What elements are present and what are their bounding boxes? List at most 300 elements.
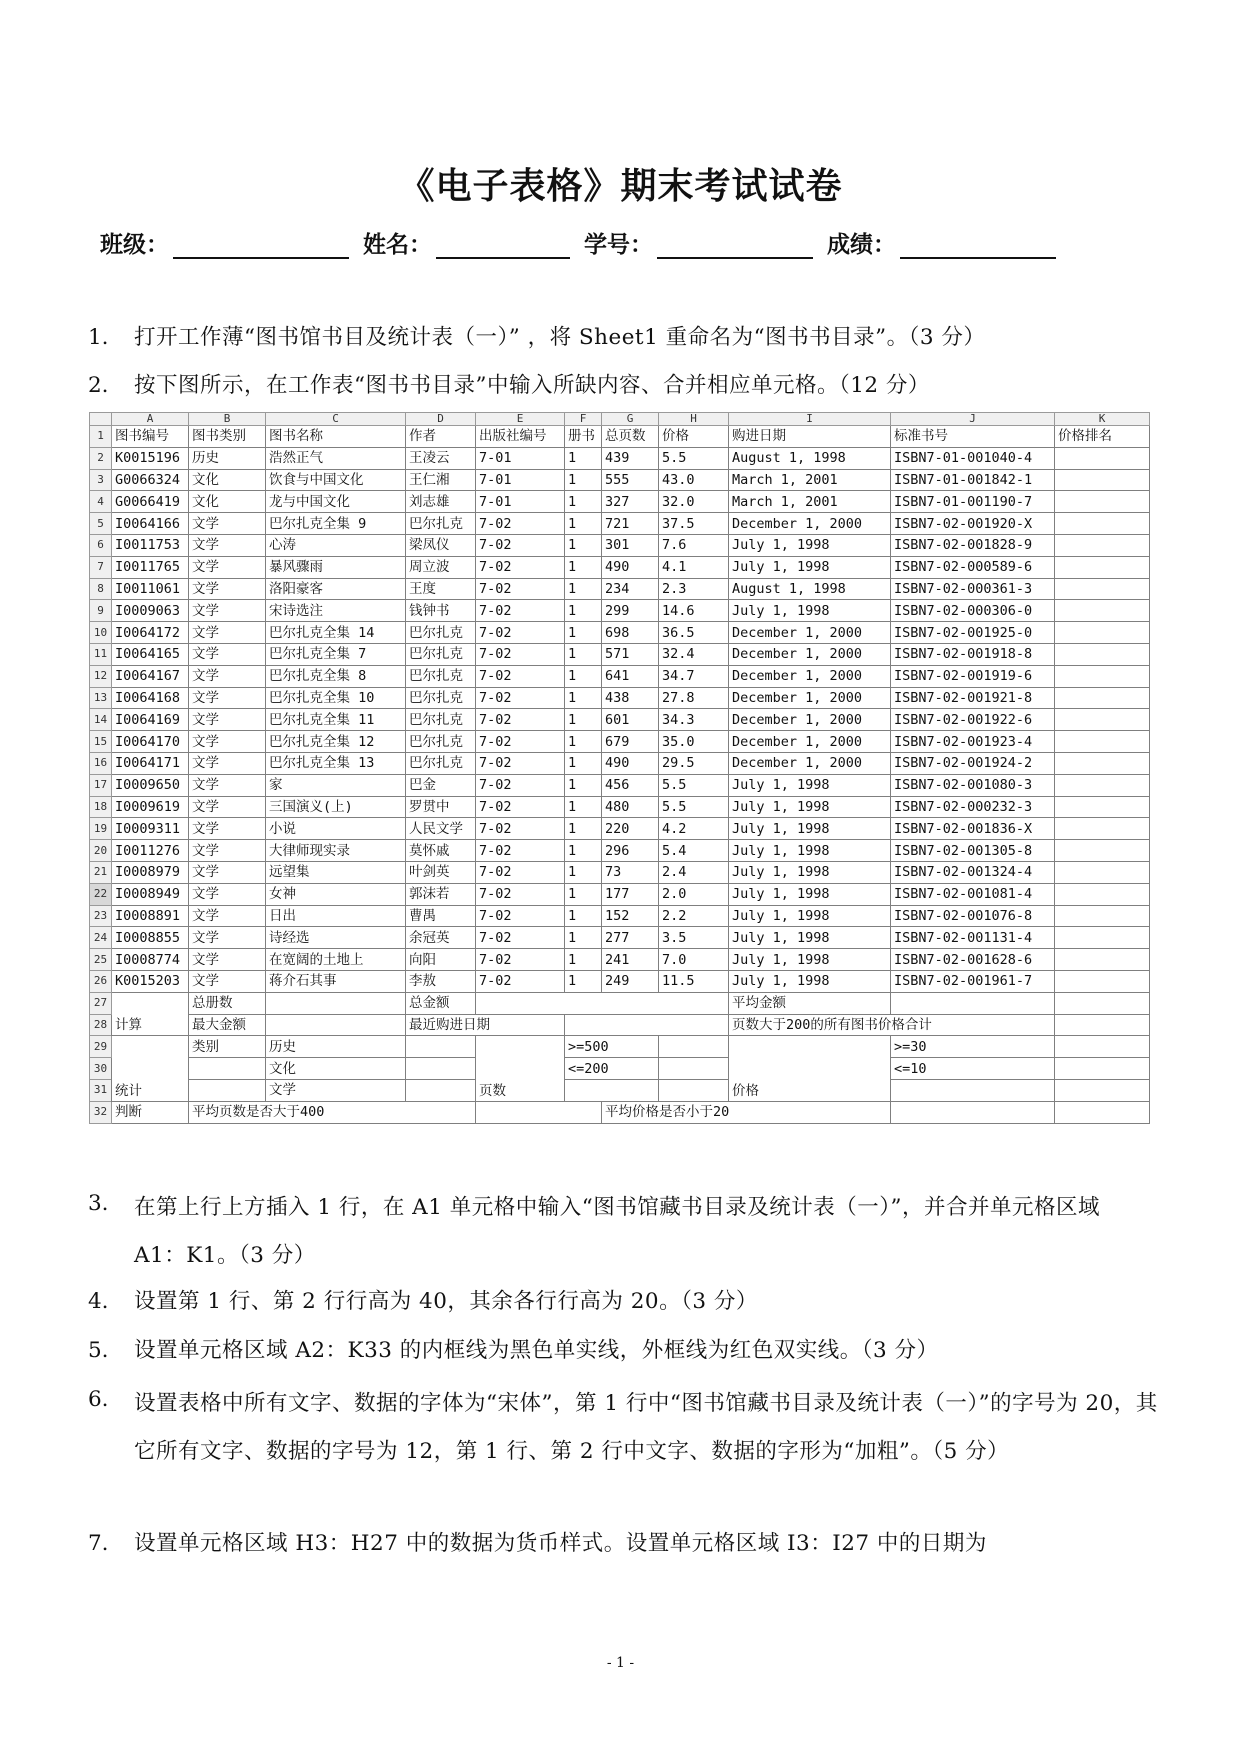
sheet-cell[interactable] [1055,513,1150,535]
sheet-cell[interactable] [1055,687,1150,709]
sheet-cell[interactable]: 7-02 [476,970,565,992]
sheet-cell[interactable]: 296 [602,840,659,862]
sheet-cell[interactable]: 李敖 [406,970,476,992]
row-header[interactable]: 32 [90,1101,112,1123]
sheet-cell[interactable]: July 1, 1998 [729,905,891,927]
sheet-cell[interactable]: 152 [602,905,659,927]
header-cell[interactable]: 册书 [565,426,602,448]
sheet-cell[interactable]: 7-02 [476,752,565,774]
avg-price-question[interactable]: 平均价格是否小于20 [602,1101,891,1123]
sheet-cell[interactable]: 巴尔扎克全集 10 [266,687,406,709]
row-header[interactable]: 9 [90,600,112,622]
sheet-cell[interactable]: 文学 [189,796,266,818]
sheet-cell[interactable]: ISBN7-02-001131-4 [891,927,1055,949]
sheet-cell[interactable] [659,1058,729,1080]
sheet-cell[interactable]: I0009619 [112,796,189,818]
calc-label[interactable]: 计算 [112,992,189,1036]
sheet-cell[interactable]: 1 [565,513,602,535]
sheet-cell[interactable]: 34.3 [659,709,729,731]
sheet-cell[interactable]: 249 [602,970,659,992]
sheet-cell[interactable]: 1 [565,665,602,687]
row-header[interactable]: 26 [90,970,112,992]
sheet-cell[interactable] [659,1079,729,1101]
sheet-cell[interactable]: ISBN7-02-000306-0 [891,600,1055,622]
row-header[interactable]: 22 [90,883,112,905]
sheet-cell[interactable]: 7-02 [476,709,565,731]
sheet-cell[interactable]: 王仁湘 [406,469,476,491]
sheet-cell[interactable]: ISBN7-02-000361-3 [891,578,1055,600]
sheet-cell[interactable]: 641 [602,665,659,687]
sheet-cell[interactable]: I0008979 [112,861,189,883]
header-cell[interactable]: 出版社编号 [476,426,565,448]
sheet-cell[interactable]: 1 [565,949,602,971]
sheet-cell[interactable]: 234 [602,578,659,600]
price-sum-label[interactable]: 页数大于200的所有图书价格合计 [729,1014,1055,1036]
sheet-cell[interactable]: 暴风骤雨 [266,556,406,578]
sheet-cell[interactable]: 巴尔扎克全集 7 [266,643,406,665]
sheet-cell[interactable] [1055,534,1150,556]
sheet-cell[interactable]: 73 [602,861,659,883]
sheet-cell[interactable]: 439 [602,447,659,469]
sheet-cell[interactable]: 7-02 [476,643,565,665]
sheet-cell[interactable]: December 1, 2000 [729,687,891,709]
row-header[interactable]: 11 [90,643,112,665]
sheet-cell[interactable]: I0064165 [112,643,189,665]
sheet-cell[interactable]: 王凌云 [406,447,476,469]
sheet-cell[interactable]: I0064166 [112,513,189,535]
literature-label[interactable]: 文学 [266,1079,406,1101]
row-header[interactable]: 31 [90,1079,112,1101]
sheet-cell[interactable]: 5.5 [659,774,729,796]
sheet-cell[interactable]: July 1, 1998 [729,556,891,578]
sheet-cell[interactable]: I0011061 [112,578,189,600]
row-header[interactable]: 30 [90,1058,112,1080]
sheet-cell[interactable] [1055,905,1150,927]
sheet-cell[interactable]: 1 [565,861,602,883]
sheet-cell[interactable]: 文学 [189,883,266,905]
sheet-cell[interactable]: 大律师现实录 [266,840,406,862]
sheet-cell[interactable]: 571 [602,643,659,665]
header-cell[interactable]: 作者 [406,426,476,448]
sheet-cell[interactable]: 7-02 [476,818,565,840]
sheet-cell[interactable]: 文学 [189,905,266,927]
sheet-cell[interactable] [1055,752,1150,774]
total-amount-label[interactable]: 总金额 [406,992,476,1014]
sheet-cell[interactable]: August 1, 1998 [729,578,891,600]
sheet-cell[interactable]: 文学 [189,643,266,665]
sheet-cell[interactable]: 7-02 [476,949,565,971]
sheet-cell[interactable]: December 1, 2000 [729,513,891,535]
sheet-cell[interactable]: 7.0 [659,949,729,971]
sheet-cell[interactable]: 三国演义(上) [266,796,406,818]
sheet-cell[interactable]: I0011276 [112,840,189,862]
sheet-cell[interactable]: 文学 [189,665,266,687]
sheet-cell[interactable]: 文学 [189,687,266,709]
sheet-cell[interactable]: 7-02 [476,687,565,709]
sheet-cell[interactable]: 721 [602,513,659,535]
max-amount-label[interactable]: 最大金额 [189,1014,266,1036]
row-header[interactable]: 10 [90,622,112,644]
sheet-cell[interactable]: G0066324 [112,469,189,491]
sheet-cell[interactable]: 299 [602,600,659,622]
sheet-cell[interactable]: 罗贯中 [406,796,476,818]
sheet-cell[interactable]: 1 [565,687,602,709]
sheet-cell[interactable] [1055,861,1150,883]
sheet-cell[interactable]: 27.8 [659,687,729,709]
sheet-cell[interactable]: I0064170 [112,731,189,753]
sheet-cell[interactable]: ISBN7-02-001922-6 [891,709,1055,731]
sheet-cell[interactable]: ISBN7-02-000589-6 [891,556,1055,578]
sheet-cell[interactable]: ISBN7-02-001925-0 [891,622,1055,644]
sheet-cell[interactable] [1055,491,1150,513]
sheet-cell[interactable]: 余冠英 [406,927,476,949]
sheet-cell[interactable]: 巴尔扎克全集 9 [266,513,406,535]
sheet-cell[interactable]: 2.2 [659,905,729,927]
sheet-cell[interactable]: July 1, 1998 [729,796,891,818]
sheet-cell[interactable]: 241 [602,949,659,971]
total-volumes-label[interactable]: 总册数 [189,992,266,1014]
row-header[interactable]: 1 [90,426,112,448]
sheet-cell[interactable]: 1 [565,905,602,927]
sheet-cell[interactable]: 文学 [189,818,266,840]
sheet-cell[interactable]: 文学 [189,600,266,622]
sheet-cell[interactable]: 龙与中国文化 [266,491,406,513]
row-header[interactable]: 2 [90,447,112,469]
sheet-cell[interactable]: 37.5 [659,513,729,535]
sheet-cell[interactable]: ISBN7-02-001080-3 [891,774,1055,796]
sheet-cell[interactable] [1055,1079,1150,1101]
sheet-cell[interactable]: 王度 [406,578,476,600]
column-header[interactable]: F [565,413,602,426]
row-header[interactable]: 18 [90,796,112,818]
sheet-cell[interactable] [476,992,729,1014]
sheet-cell[interactable]: 7-02 [476,927,565,949]
row-header[interactable]: 5 [90,513,112,535]
row-header[interactable]: 24 [90,927,112,949]
sheet-cell[interactable]: 诗经选 [266,927,406,949]
sheet-cell[interactable] [406,1036,476,1058]
sheet-cell[interactable] [189,1058,266,1080]
column-header[interactable]: A [112,413,189,426]
sheet-cell[interactable]: March 1, 2001 [729,469,891,491]
sheet-cell[interactable]: July 1, 1998 [729,534,891,556]
column-header[interactable]: I [729,413,891,426]
sheet-cell[interactable]: 7-01 [476,447,565,469]
sheet-cell[interactable]: 5.5 [659,796,729,818]
sheet-cell[interactable] [1055,665,1150,687]
sheet-cell[interactable]: 679 [602,731,659,753]
sheet-cell[interactable]: G0066419 [112,491,189,513]
row-header[interactable]: 4 [90,491,112,513]
sheet-cell[interactable] [1055,469,1150,491]
sheet-cell[interactable]: 490 [602,752,659,774]
sheet-cell[interactable]: 7-02 [476,731,565,753]
sheet-cell[interactable]: 7-02 [476,578,565,600]
column-header[interactable]: B [189,413,266,426]
sheet-cell[interactable]: 巴尔扎克全集 12 [266,731,406,753]
sheet-cell[interactable] [1055,949,1150,971]
row-header[interactable]: 16 [90,752,112,774]
sheet-cell[interactable]: 7-02 [476,600,565,622]
sheet-cell[interactable] [659,1036,729,1058]
sheet-cell[interactable]: 1 [565,447,602,469]
sheet-cell[interactable]: 2.3 [659,578,729,600]
sheet-cell[interactable]: 刘志雄 [406,491,476,513]
sheet-cell[interactable]: 4.2 [659,818,729,840]
sheet-cell[interactable]: 7-02 [476,861,565,883]
sheet-cell[interactable]: 480 [602,796,659,818]
sheet-cell[interactable] [891,1079,1055,1101]
sheet-cell[interactable]: 7-02 [476,840,565,862]
sheet-cell[interactable]: 文学 [189,970,266,992]
row-header[interactable]: 17 [90,774,112,796]
sheet-cell[interactable]: 文学 [189,861,266,883]
column-header[interactable]: E [476,413,565,426]
sheet-cell[interactable]: July 1, 1998 [729,774,891,796]
sheet-cell[interactable] [1055,818,1150,840]
le10-label[interactable]: <=10 [891,1058,1055,1080]
sheet-cell[interactable]: 555 [602,469,659,491]
column-header[interactable]: G [602,413,659,426]
sheet-cell[interactable]: July 1, 1998 [729,600,891,622]
le200-label[interactable]: <=200 [565,1058,659,1080]
sheet-cell[interactable]: I0064167 [112,665,189,687]
header-cell[interactable]: 总页数 [602,426,659,448]
sheet-cell[interactable]: 7-01 [476,469,565,491]
pages-label[interactable]: 页数 [476,1036,565,1101]
sheet-cell[interactable]: 2.0 [659,883,729,905]
row-header[interactable]: 20 [90,840,112,862]
row-header[interactable]: 14 [90,709,112,731]
sheet-cell[interactable] [891,992,1055,1014]
sheet-cell[interactable]: ISBN7-01-001842-1 [891,469,1055,491]
sheet-cell[interactable] [406,1079,476,1101]
sheet-cell[interactable]: 11.5 [659,970,729,992]
sheet-cell[interactable]: I0064172 [112,622,189,644]
sheet-cell[interactable]: 叶剑英 [406,861,476,883]
sheet-cell[interactable] [1055,927,1150,949]
category-label[interactable]: 类别 [189,1036,266,1058]
sheet-cell[interactable]: ISBN7-02-001921-8 [891,687,1055,709]
avg-pages-question[interactable]: 平均页数是否大于400 [189,1101,476,1123]
sheet-cell[interactable]: 301 [602,534,659,556]
sheet-cell[interactable]: 文学 [189,752,266,774]
sheet-cell[interactable]: July 1, 1998 [729,840,891,862]
sheet-cell[interactable]: 巴尔扎克 [406,513,476,535]
sheet-cell[interactable]: I0064168 [112,687,189,709]
column-header[interactable]: C [266,413,406,426]
sheet-cell[interactable] [1055,774,1150,796]
sheet-cell[interactable]: 1 [565,643,602,665]
sheet-cell[interactable]: ISBN7-02-001836-X [891,818,1055,840]
sheet-cell[interactable] [1055,883,1150,905]
sheet-cell[interactable]: 1 [565,600,602,622]
sheet-cell[interactable]: 女神 [266,883,406,905]
sheet-cell[interactable]: ISBN7-02-001919-6 [891,665,1055,687]
sheet-cell[interactable]: 32.4 [659,643,729,665]
sheet-cell[interactable] [1055,556,1150,578]
sheet-cell[interactable]: I0011765 [112,556,189,578]
sheet-cell[interactable]: 小说 [266,818,406,840]
sheet-cell[interactable]: March 1, 2001 [729,491,891,513]
sheet-cell[interactable] [1055,970,1150,992]
sheet-cell[interactable]: 文化 [189,469,266,491]
sheet-cell[interactable] [1055,709,1150,731]
sheet-cell[interactable]: December 1, 2000 [729,643,891,665]
sheet-cell[interactable]: ISBN7-02-001081-4 [891,883,1055,905]
sheet-cell[interactable]: ISBN7-02-001828-9 [891,534,1055,556]
sheet-cell[interactable]: 7-01 [476,491,565,513]
sheet-cell[interactable]: I0008855 [112,927,189,949]
sheet-cell[interactable]: 7-02 [476,622,565,644]
sheet-cell[interactable] [266,992,406,1014]
sheet-cell[interactable]: 巴尔扎克全集 11 [266,709,406,731]
sheet-cell[interactable]: 7.6 [659,534,729,556]
sheet-cell[interactable] [1055,1036,1150,1058]
sheet-cell[interactable]: 2.4 [659,861,729,883]
sheet-cell[interactable]: 历史 [189,447,266,469]
row-header[interactable]: 29 [90,1036,112,1058]
sheet-cell[interactable]: 1 [565,818,602,840]
sheet-cell[interactable] [1055,600,1150,622]
sheet-cell[interactable]: ISBN7-02-001961-7 [891,970,1055,992]
sheet-cell[interactable]: 文学 [189,949,266,971]
sheet-cell[interactable]: 1 [565,709,602,731]
sheet-cell[interactable]: 1 [565,840,602,862]
sheet-cell[interactable]: 698 [602,622,659,644]
sheet-cell[interactable]: ISBN7-02-001920-X [891,513,1055,535]
sheet-cell[interactable]: 29.5 [659,752,729,774]
sheet-cell[interactable]: 梁凤仪 [406,534,476,556]
sheet-cell[interactable]: 巴尔扎克 [406,709,476,731]
sheet-cell[interactable]: K0015196 [112,447,189,469]
sheet-cell[interactable]: 文学 [189,709,266,731]
sheet-cell[interactable]: 洛阳豪客 [266,578,406,600]
sheet-cell[interactable]: 饮食与中国文化 [266,469,406,491]
sheet-cell[interactable] [266,1014,406,1036]
row-header[interactable]: 6 [90,534,112,556]
sheet-cell[interactable]: 1 [565,469,602,491]
history-label[interactable]: 历史 [266,1036,406,1058]
sheet-cell[interactable]: 1 [565,752,602,774]
row-header[interactable]: 21 [90,861,112,883]
sheet-cell[interactable]: 34.7 [659,665,729,687]
sheet-cell[interactable]: ISBN7-02-001924-2 [891,752,1055,774]
sheet-cell[interactable]: July 1, 1998 [729,927,891,949]
sheet-cell[interactable]: 43.0 [659,469,729,491]
sheet-cell[interactable] [565,1079,659,1101]
sheet-cell[interactable]: July 1, 1998 [729,818,891,840]
row-header[interactable]: 19 [90,818,112,840]
sheet-cell[interactable] [1055,992,1150,1014]
sheet-cell[interactable]: 1 [565,556,602,578]
sheet-cell[interactable]: 在宽阔的土地上 [266,949,406,971]
sheet-cell[interactable]: 文学 [189,622,266,644]
sheet-cell[interactable]: 7-02 [476,796,565,818]
sheet-cell[interactable]: July 1, 1998 [729,970,891,992]
sheet-cell[interactable]: 巴尔扎克 [406,752,476,774]
sheet-cell[interactable] [891,1101,1055,1123]
sheet-cell[interactable]: 177 [602,883,659,905]
sheet-cell[interactable]: 7-02 [476,513,565,535]
sheet-cell[interactable]: 1 [565,796,602,818]
sheet-cell[interactable]: 1 [565,491,602,513]
sheet-cell[interactable]: 文学 [189,534,266,556]
avg-amount-label[interactable]: 平均金额 [729,992,891,1014]
latest-date-label[interactable]: 最近购进日期 [406,1014,565,1036]
column-header[interactable]: K [1055,413,1150,426]
row-header[interactable]: 27 [90,992,112,1014]
sheet-cell[interactable]: 文学 [189,731,266,753]
sheet-cell[interactable] [1055,731,1150,753]
header-cell[interactable]: 价格 [659,426,729,448]
sheet-cell[interactable]: 人民文学 [406,818,476,840]
sheet-cell[interactable]: December 1, 2000 [729,731,891,753]
sheet-cell[interactable] [476,1101,602,1123]
sheet-cell[interactable]: 巴尔扎克 [406,643,476,665]
sheet-cell[interactable]: 3.5 [659,927,729,949]
sheet-cell[interactable]: 钱钟书 [406,600,476,622]
sheet-cell[interactable]: 327 [602,491,659,513]
sheet-cell[interactable] [1055,622,1150,644]
sheet-cell[interactable]: 巴尔扎克全集 13 [266,752,406,774]
sheet-cell[interactable]: I0008891 [112,905,189,927]
sheet-cell[interactable]: 文化 [189,491,266,513]
header-cell[interactable]: 购进日期 [729,426,891,448]
sheet-cell[interactable]: 456 [602,774,659,796]
sheet-cell[interactable]: 心涛 [266,534,406,556]
row-header[interactable]: 13 [90,687,112,709]
sheet-cell[interactable]: 7-02 [476,883,565,905]
sheet-cell[interactable]: I0011753 [112,534,189,556]
sheet-cell[interactable]: 1 [565,883,602,905]
sheet-corner[interactable] [90,413,112,426]
sheet-cell[interactable]: 490 [602,556,659,578]
row-header[interactable]: 15 [90,731,112,753]
sheet-cell[interactable]: 1 [565,927,602,949]
stats-label[interactable]: 统计 [112,1036,189,1101]
sheet-cell[interactable]: I0064171 [112,752,189,774]
sheet-cell[interactable]: December 1, 2000 [729,752,891,774]
sheet-cell[interactable]: 巴金 [406,774,476,796]
sheet-cell[interactable]: 周立波 [406,556,476,578]
sheet-cell[interactable]: I0008774 [112,949,189,971]
row-header[interactable]: 23 [90,905,112,927]
sheet-cell[interactable]: 文学 [189,556,266,578]
sheet-cell[interactable]: 巴尔扎克 [406,622,476,644]
sheet-cell[interactable]: 蒋介石其事 [266,970,406,992]
sheet-cell[interactable]: 5.4 [659,840,729,862]
sheet-cell[interactable]: I0064169 [112,709,189,731]
sheet-cell[interactable]: 32.0 [659,491,729,513]
sheet-cell[interactable]: 曹禺 [406,905,476,927]
sheet-cell[interactable]: ISBN7-01-001040-4 [891,447,1055,469]
sheet-cell[interactable]: ISBN7-02-001918-8 [891,643,1055,665]
sheet-cell[interactable]: I0009063 [112,600,189,622]
sheet-cell[interactable]: 1 [565,731,602,753]
sheet-cell[interactable]: 文学 [189,840,266,862]
sheet-cell[interactable]: 宋诗选注 [266,600,406,622]
sheet-cell[interactable]: 1 [565,622,602,644]
sheet-cell[interactable] [1055,1058,1150,1080]
row-header[interactable]: 3 [90,469,112,491]
price-label[interactable]: 价格 [729,1036,891,1101]
sheet-cell[interactable]: 巴尔扎克全集 8 [266,665,406,687]
sheet-cell[interactable]: I0008949 [112,883,189,905]
sheet-cell[interactable]: December 1, 2000 [729,622,891,644]
sheet-cell[interactable]: 郭沫若 [406,883,476,905]
sheet-cell[interactable]: 4.1 [659,556,729,578]
